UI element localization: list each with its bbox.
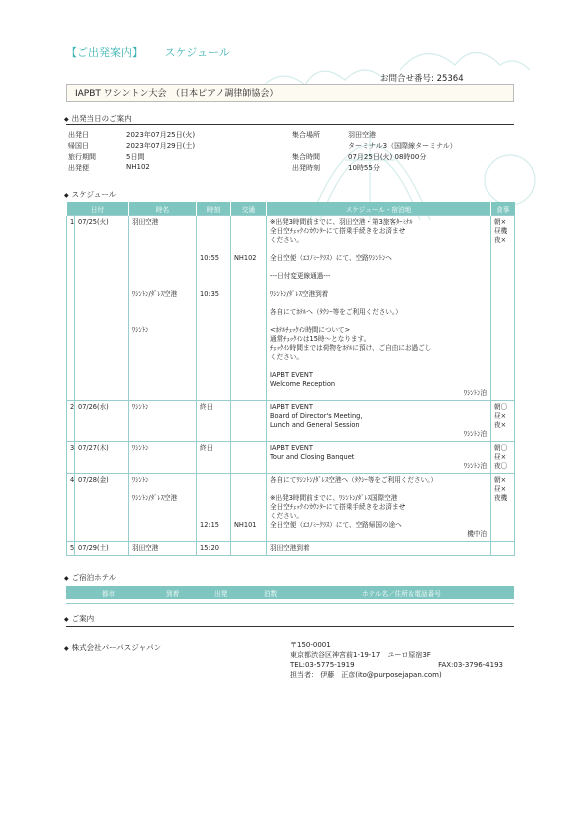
company: ◆ 株式会社パーパスジャパン	[64, 643, 162, 652]
places-line	[132, 272, 193, 281]
trans-line	[234, 476, 263, 485]
col-transport: 交通	[231, 202, 267, 216]
hotel-col-nights: 泊数	[264, 590, 278, 598]
schedule-places	[129, 216, 197, 401]
schedule-row	[67, 474, 515, 542]
schedule-day: 1	[67, 216, 75, 401]
meet-time: 07月25日(火) 08時00分	[348, 153, 427, 161]
schedule-meals	[491, 401, 515, 442]
schedule-places	[129, 442, 197, 474]
section-schedule: ◆ スケジュール	[64, 190, 117, 199]
tel: TEL:03-5775-1919	[290, 661, 355, 669]
times-line	[200, 236, 227, 245]
times-line: 12:15	[200, 521, 220, 529]
schedule-day: 5	[67, 542, 75, 556]
dep-time: 10時55分	[348, 164, 380, 172]
places-line: 羽田空港	[132, 544, 159, 552]
places-line	[132, 281, 193, 290]
meals-line: 夜機	[494, 494, 508, 502]
schedule-row	[67, 401, 515, 442]
times-line	[200, 494, 227, 503]
section-hotel: ◆ ご宿泊ホテル	[64, 573, 117, 582]
times-line: 10:35	[200, 290, 220, 298]
places-line: ﾜｼﾝﾄﾝ	[132, 476, 149, 484]
header-title: スケジュール	[164, 46, 230, 59]
times-line: 15:20	[200, 544, 220, 552]
sched-line: ﾁｪｯｸｲﾝ時間までは荷物をﾎﾃﾙに預け、ご自由にお過ごし	[270, 344, 432, 352]
stay-location: ﾜｼﾝﾄﾝ泊	[463, 389, 487, 397]
col-time: 時刻	[197, 202, 231, 216]
meals-line: 昼×	[494, 453, 507, 461]
meals-line: 昼×	[494, 485, 507, 493]
dep-time-label: 出発時刻	[292, 164, 320, 172]
places-line	[132, 308, 193, 317]
stay-location: ﾜｼﾝﾄﾝ泊	[463, 430, 487, 438]
meals-line: 朝〇	[494, 403, 508, 411]
schedule-trans	[231, 542, 267, 556]
times-line	[200, 227, 227, 236]
col-date: 日付	[67, 202, 129, 216]
address: 東京都渋谷区神宮前1-19-17 ユーロ原宿3F	[290, 651, 431, 659]
stay-location: 機中泊	[467, 530, 487, 538]
schedule-day: 3	[67, 442, 75, 474]
trans-line	[234, 218, 263, 227]
schedule-places	[129, 474, 197, 542]
times-line: 終日	[200, 444, 214, 452]
places-line	[132, 263, 193, 272]
meals-line: 夜〇	[494, 462, 508, 470]
period-label: 旅行期間	[68, 153, 96, 161]
contact-line	[290, 660, 515, 670]
sched-line: ※出発3時間前までに、ﾜｼﾝﾄﾝ/ﾀﾞﾚｽ国際空港	[270, 494, 398, 502]
company-address	[290, 640, 515, 680]
schedule-date: 07/27(木)	[75, 442, 129, 474]
places-line: 羽田空港	[132, 218, 159, 226]
trans-line	[234, 236, 263, 245]
schedule-date: 07/25(火)	[75, 216, 129, 401]
inquiry-number	[380, 72, 464, 84]
schedule-sched	[267, 474, 491, 542]
meals-line: 昼×	[494, 412, 507, 420]
sched-line: 全日空便（ｴｺﾉﾐｰｸﾗｽ）にて、空路帰国の途へ	[270, 521, 402, 529]
header-tag: 【ご出発案内】	[66, 46, 143, 59]
meals-line: 夜×	[494, 421, 507, 429]
sched-line: IAPBT EVENT	[270, 444, 313, 452]
divider	[66, 124, 514, 125]
schedule-trans	[231, 474, 267, 542]
schedule-trans	[231, 401, 267, 442]
sched-line: 各自にてﾜｼﾝﾄﾝ/ﾀﾞﾚｽ空港へ（ﾀｸｼｰ等をご利用ください。）	[270, 476, 438, 484]
places-line	[132, 317, 193, 326]
places-line: ﾜｼﾝﾄﾝ	[132, 326, 149, 334]
schedule-date: 07/26(水)	[75, 401, 129, 442]
meet-place-label: 集合場所	[292, 131, 320, 139]
fax: FAX:03-3796-4193	[438, 661, 503, 669]
schedule-times	[197, 442, 231, 474]
schedule-header-row	[67, 202, 515, 216]
schedule-table	[66, 202, 515, 556]
sched-line: Lunch and General Session	[270, 421, 360, 429]
trans-line	[234, 245, 263, 254]
places-line: ﾜｼﾝﾄﾝ	[132, 444, 149, 452]
places-line	[132, 245, 193, 254]
schedule-sched	[267, 442, 491, 474]
sched-line: ください。	[270, 512, 303, 520]
sched-line	[270, 362, 487, 371]
col-place: 時名	[129, 202, 197, 216]
schedule-row	[67, 216, 515, 401]
sched-line	[270, 317, 487, 326]
meals-line: 夜×	[494, 236, 507, 244]
places-line	[132, 227, 193, 236]
flight-label: 出発便	[68, 164, 89, 172]
schedule-day: 2	[67, 401, 75, 442]
times-line	[200, 272, 227, 281]
section-guide: ◆ ご案内	[64, 614, 95, 623]
times-line: 終日	[200, 403, 214, 411]
schedule-times	[197, 401, 231, 442]
flight: NH102	[126, 163, 150, 171]
times-line	[200, 512, 227, 521]
schedule-date: 07/28(金)	[75, 474, 129, 542]
sched-line	[270, 245, 487, 254]
schedule-trans	[231, 442, 267, 474]
ret-date-label: 帰国日	[68, 142, 89, 150]
hotel-row	[66, 599, 514, 604]
tour-title: IAPBT ワシントン大会 （日本ピアノ調律師協会）	[66, 84, 514, 102]
inquiry-value: 25364	[436, 74, 464, 84]
sched-line: <ﾎﾃﾙﾁｪｯｸｲﾝ時間について>	[270, 326, 351, 334]
stay-location: ﾜｼﾝﾄﾝ泊	[463, 462, 487, 470]
meet-place: 羽田空港	[348, 131, 376, 139]
inquiry-label: お問合せ番号:	[380, 74, 434, 84]
sched-line: IAPBT EVENT	[270, 371, 313, 379]
schedule-meals	[491, 542, 515, 556]
schedule-times	[197, 216, 231, 401]
trans-line	[234, 485, 263, 494]
ret-date: 2023年07月29日(土)	[126, 142, 196, 150]
times-line: 10:55	[200, 254, 220, 262]
contact-person: 担当者： 伊藤 正彦(ito@purposejapan.com)	[290, 671, 442, 679]
section-departure-label: 出発当日のご案内	[71, 114, 132, 123]
schedule-sched	[267, 216, 491, 401]
hotel-col-name: ホテル名／住所＆電話番号	[362, 590, 441, 598]
hotel-col-arrive: 到着	[166, 590, 180, 598]
trans-line: NH101	[234, 521, 257, 529]
meet-time-label: 集合時間	[292, 153, 320, 161]
schedule-sched	[267, 542, 491, 556]
hotel-col-city: 都市	[102, 590, 116, 598]
places-line: ﾜｼﾝﾄﾝ/ﾀﾞﾚｽ空港	[132, 494, 178, 502]
sched-line	[270, 299, 487, 308]
col-schedule: スケジュール・宿泊地	[267, 202, 491, 216]
times-line	[200, 218, 227, 227]
meet-place-detail: ターミナル3（国際線ターミナル）	[348, 142, 457, 150]
zip: 〒150-0001	[290, 641, 331, 649]
sched-line	[270, 281, 487, 290]
sched-line: Tour and Closing Banquet	[270, 453, 355, 461]
times-line	[200, 281, 227, 290]
schedule-places	[129, 542, 197, 556]
sched-line	[270, 263, 487, 272]
hotel-col-depart: 出発	[214, 590, 228, 598]
section-hotel-label: ご宿泊ホテル	[71, 573, 117, 582]
schedule-meals	[491, 442, 515, 474]
dep-date-label: 出発日	[68, 131, 89, 139]
times-line	[200, 245, 227, 254]
sched-line: IAPBT EVENT	[270, 403, 313, 411]
sched-line: 通常ﾁｪｯｸｲﾝは15時～となります。	[270, 335, 371, 343]
sched-line: ください。	[270, 353, 303, 361]
places-line: ﾜｼﾝﾄﾝ	[132, 403, 149, 411]
times-line	[200, 503, 227, 512]
sched-line: ※出発3時間前までに、羽田空港・第3旅客ﾀｰﾐﾅﾙ	[270, 218, 413, 226]
sched-line: Welcome Reception	[270, 380, 336, 388]
section-departure: ◆ 出発当日のご案内	[64, 114, 132, 123]
trans-line	[234, 494, 263, 503]
schedule-meals	[491, 216, 515, 401]
schedule-date: 07/29(土)	[75, 542, 129, 556]
page-header	[66, 44, 248, 60]
trans-line: NH102	[234, 254, 257, 262]
schedule-row	[67, 542, 515, 556]
schedule-row	[67, 442, 515, 474]
meals-line: 朝×	[494, 476, 507, 484]
company-name: 株式会社パーパスジャパン	[71, 643, 162, 652]
schedule-trans	[231, 216, 267, 401]
sched-line: ---日付変更線通過---	[270, 272, 331, 280]
meals-line: 朝×	[494, 218, 507, 226]
trans-line	[234, 512, 263, 521]
meals-line: 昼機	[494, 227, 508, 235]
places-line	[132, 299, 193, 308]
sched-line: 全日空便（ｴｺﾉﾐｰｸﾗｽ）にて、空路ﾜｼﾝﾄﾝへ	[270, 254, 392, 262]
sched-line: 羽田空港到着	[270, 544, 310, 552]
times-line	[200, 485, 227, 494]
sched-line: 全日空ﾁｪｯｸｲﾝｶｳﾝﾀｰにて搭乗手続きをお済ませ	[270, 503, 406, 511]
schedule-sched	[267, 401, 491, 442]
schedule-times	[197, 542, 231, 556]
dep-date: 2023年07月25日(火)	[126, 131, 196, 139]
places-line	[132, 254, 193, 263]
sched-line: ください。	[270, 236, 303, 244]
places-line: ﾜｼﾝﾄﾝ/ﾀﾞﾚｽ空港	[132, 290, 178, 298]
trans-line	[234, 227, 263, 236]
hotel-header	[66, 586, 514, 599]
schedule-times	[197, 474, 231, 542]
col-meals: 食事	[491, 202, 515, 216]
times-line	[200, 476, 227, 485]
section-schedule-label: スケジュール	[71, 190, 117, 199]
schedule-day: 4	[67, 474, 75, 542]
period: 5日間	[126, 153, 145, 161]
sched-line: 各自にてﾎﾃﾙへ（ﾀｸｼｰ等をご利用ください。）	[270, 308, 402, 316]
trans-line	[234, 503, 263, 512]
divider	[66, 626, 514, 627]
schedule-places	[129, 401, 197, 442]
sched-line	[270, 485, 487, 494]
sched-line: 全日空ﾁｪｯｸｲﾝｶｳﾝﾀｰにて搭乗手続きをお済ませ	[270, 227, 406, 235]
sched-line: ﾜｼﾝﾄﾝ/ﾀﾞﾚｽ空港到着	[270, 290, 329, 298]
schedule-meals	[491, 474, 515, 542]
meals-line: 朝〇	[494, 444, 508, 452]
places-line	[132, 236, 193, 245]
sched-line: Board of Director's Meeting,	[270, 412, 363, 420]
places-line	[132, 485, 193, 494]
times-line	[200, 263, 227, 272]
departure-info	[66, 130, 514, 178]
section-guide-label: ご案内	[71, 614, 95, 623]
